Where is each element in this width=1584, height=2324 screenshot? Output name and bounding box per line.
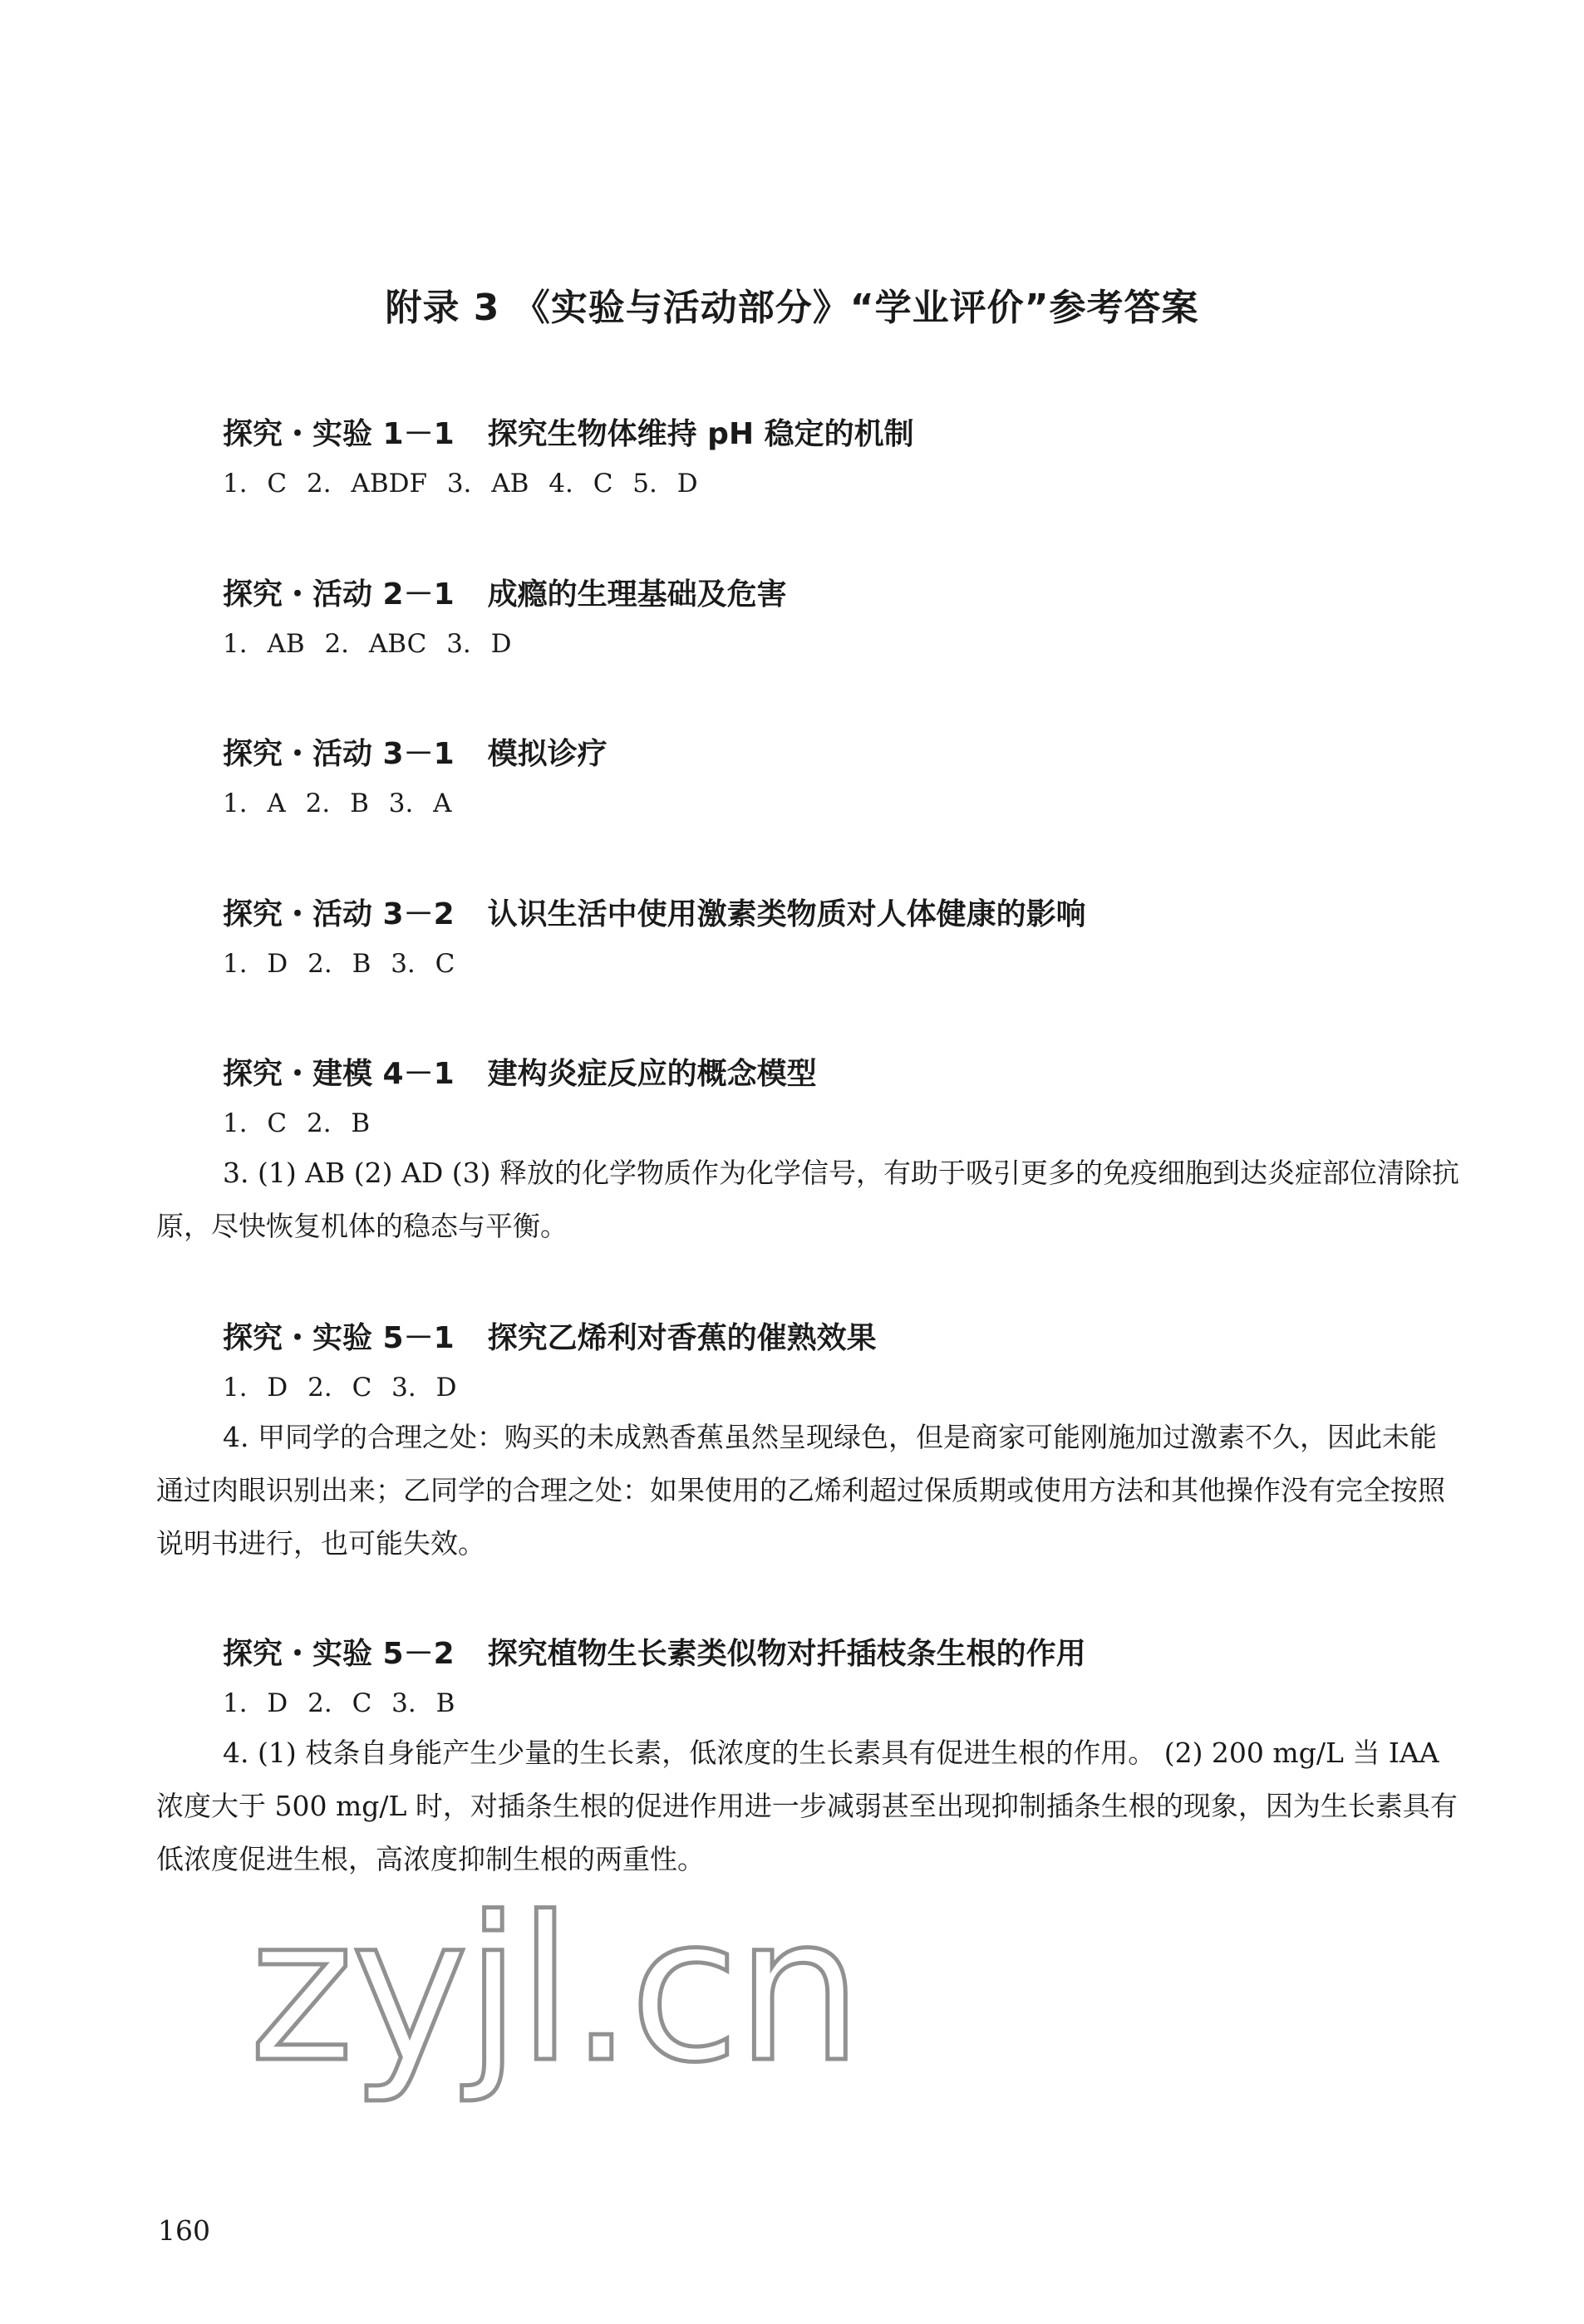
section-label: 探究・活动 2－1 bbox=[223, 577, 455, 612]
section-experiment-5-1 bbox=[156, 1319, 1453, 1570]
section-heading bbox=[223, 735, 1453, 774]
section-heading bbox=[223, 415, 1453, 454]
section-heading bbox=[223, 1055, 1453, 1093]
answer-paragraph: 3. (1) AB (2) AD (3) 释放的化学物质作为化学信号，有助于吸引更多的免疫细胞到达炎症部位清除抗原，尽快恢复机体的稳态与平衡。 bbox=[156, 1157, 1460, 1242]
section-experiment-5-2 bbox=[156, 1635, 1458, 1886]
section-heading bbox=[223, 1319, 1453, 1358]
answer-paragraph: 4. 甲同学的合理之处：购买的未成熟香蕉虽然呈现绿色，但是商家可能刚施加过激素不久，因此未能通过肉眼识别出来；乙同学的合理之处：如果使用的乙烯利超过保质期或使用方法和其他操作没有完全按照说明书进行，也可能失效。 bbox=[156, 1421, 1445, 1560]
section-activity-3-2 bbox=[223, 896, 1453, 982]
section-heading bbox=[223, 576, 1453, 614]
answer-list: 1. AB 2. ABC 3. D bbox=[223, 629, 512, 659]
answer-list: 1. C 2. ABDF 3. AB 4. C 5. D bbox=[223, 469, 698, 499]
section-label: 探究・实验 5－1 bbox=[223, 1321, 455, 1355]
section-topic: 模拟诊疗 bbox=[487, 737, 608, 771]
watermark-logo: zyjl.cn bbox=[249, 1874, 859, 2106]
section-topic: 探究乙烯利对香蕉的催熟效果 bbox=[487, 1321, 877, 1355]
answer-list: 1. D 2. B 3. C bbox=[223, 949, 455, 979]
answer-list: 1. D 2. C 3. B bbox=[223, 1688, 455, 1718]
section-modeling-4-1 bbox=[156, 1055, 1460, 1253]
page-number: 160 bbox=[158, 2214, 210, 2247]
section-activity-2-1 bbox=[223, 576, 1453, 662]
section-label: 探究・活动 3－1 bbox=[223, 737, 455, 771]
section-topic: 成瘾的生理基础及危害 bbox=[487, 577, 787, 612]
section-topic: 认识生活中使用激素类物质对人体健康的影响 bbox=[487, 897, 1086, 931]
section-label: 探究・活动 3－2 bbox=[223, 897, 455, 931]
page-title: 附录 3 《实验与活动部分》“学业评价”参考答案 bbox=[385, 287, 1199, 329]
section-heading bbox=[223, 1635, 1453, 1673]
section-label: 探究・实验 5－2 bbox=[223, 1637, 455, 1671]
answer-list: 1. C 2. B bbox=[223, 1108, 371, 1138]
section-activity-3-1 bbox=[223, 735, 1453, 822]
section-topic: 建构炎症反应的概念模型 bbox=[487, 1057, 817, 1091]
answer-list: 1. A 2. B 3. A bbox=[223, 789, 452, 818]
section-experiment-1-1 bbox=[223, 415, 1453, 502]
answer-list: 1. D 2. C 3. D bbox=[223, 1373, 457, 1403]
section-label: 探究・建模 4－1 bbox=[223, 1057, 455, 1091]
section-heading bbox=[223, 896, 1453, 934]
section-topic: 探究植物生长素类似物对扦插枝条生根的作用 bbox=[487, 1637, 1086, 1671]
section-topic: 探究生物体维持 pH 稳定的机制 bbox=[487, 417, 914, 451]
answer-paragraph: 4. (1) 枝条自身能产生少量的生长素，低浓度的生长素具有促进生根的作用。 (2) 200 mg/L 当 IAA 浓度大于 500 mg/L 时，对插条生根的促进作用进一步减弱甚至出现抑制插条生根的现象，因为生长素具有低浓度促进生根，高浓度抑制生根的两重性。 bbox=[156, 1737, 1458, 1875]
section-label: 探究・实验 1－1 bbox=[223, 417, 455, 451]
